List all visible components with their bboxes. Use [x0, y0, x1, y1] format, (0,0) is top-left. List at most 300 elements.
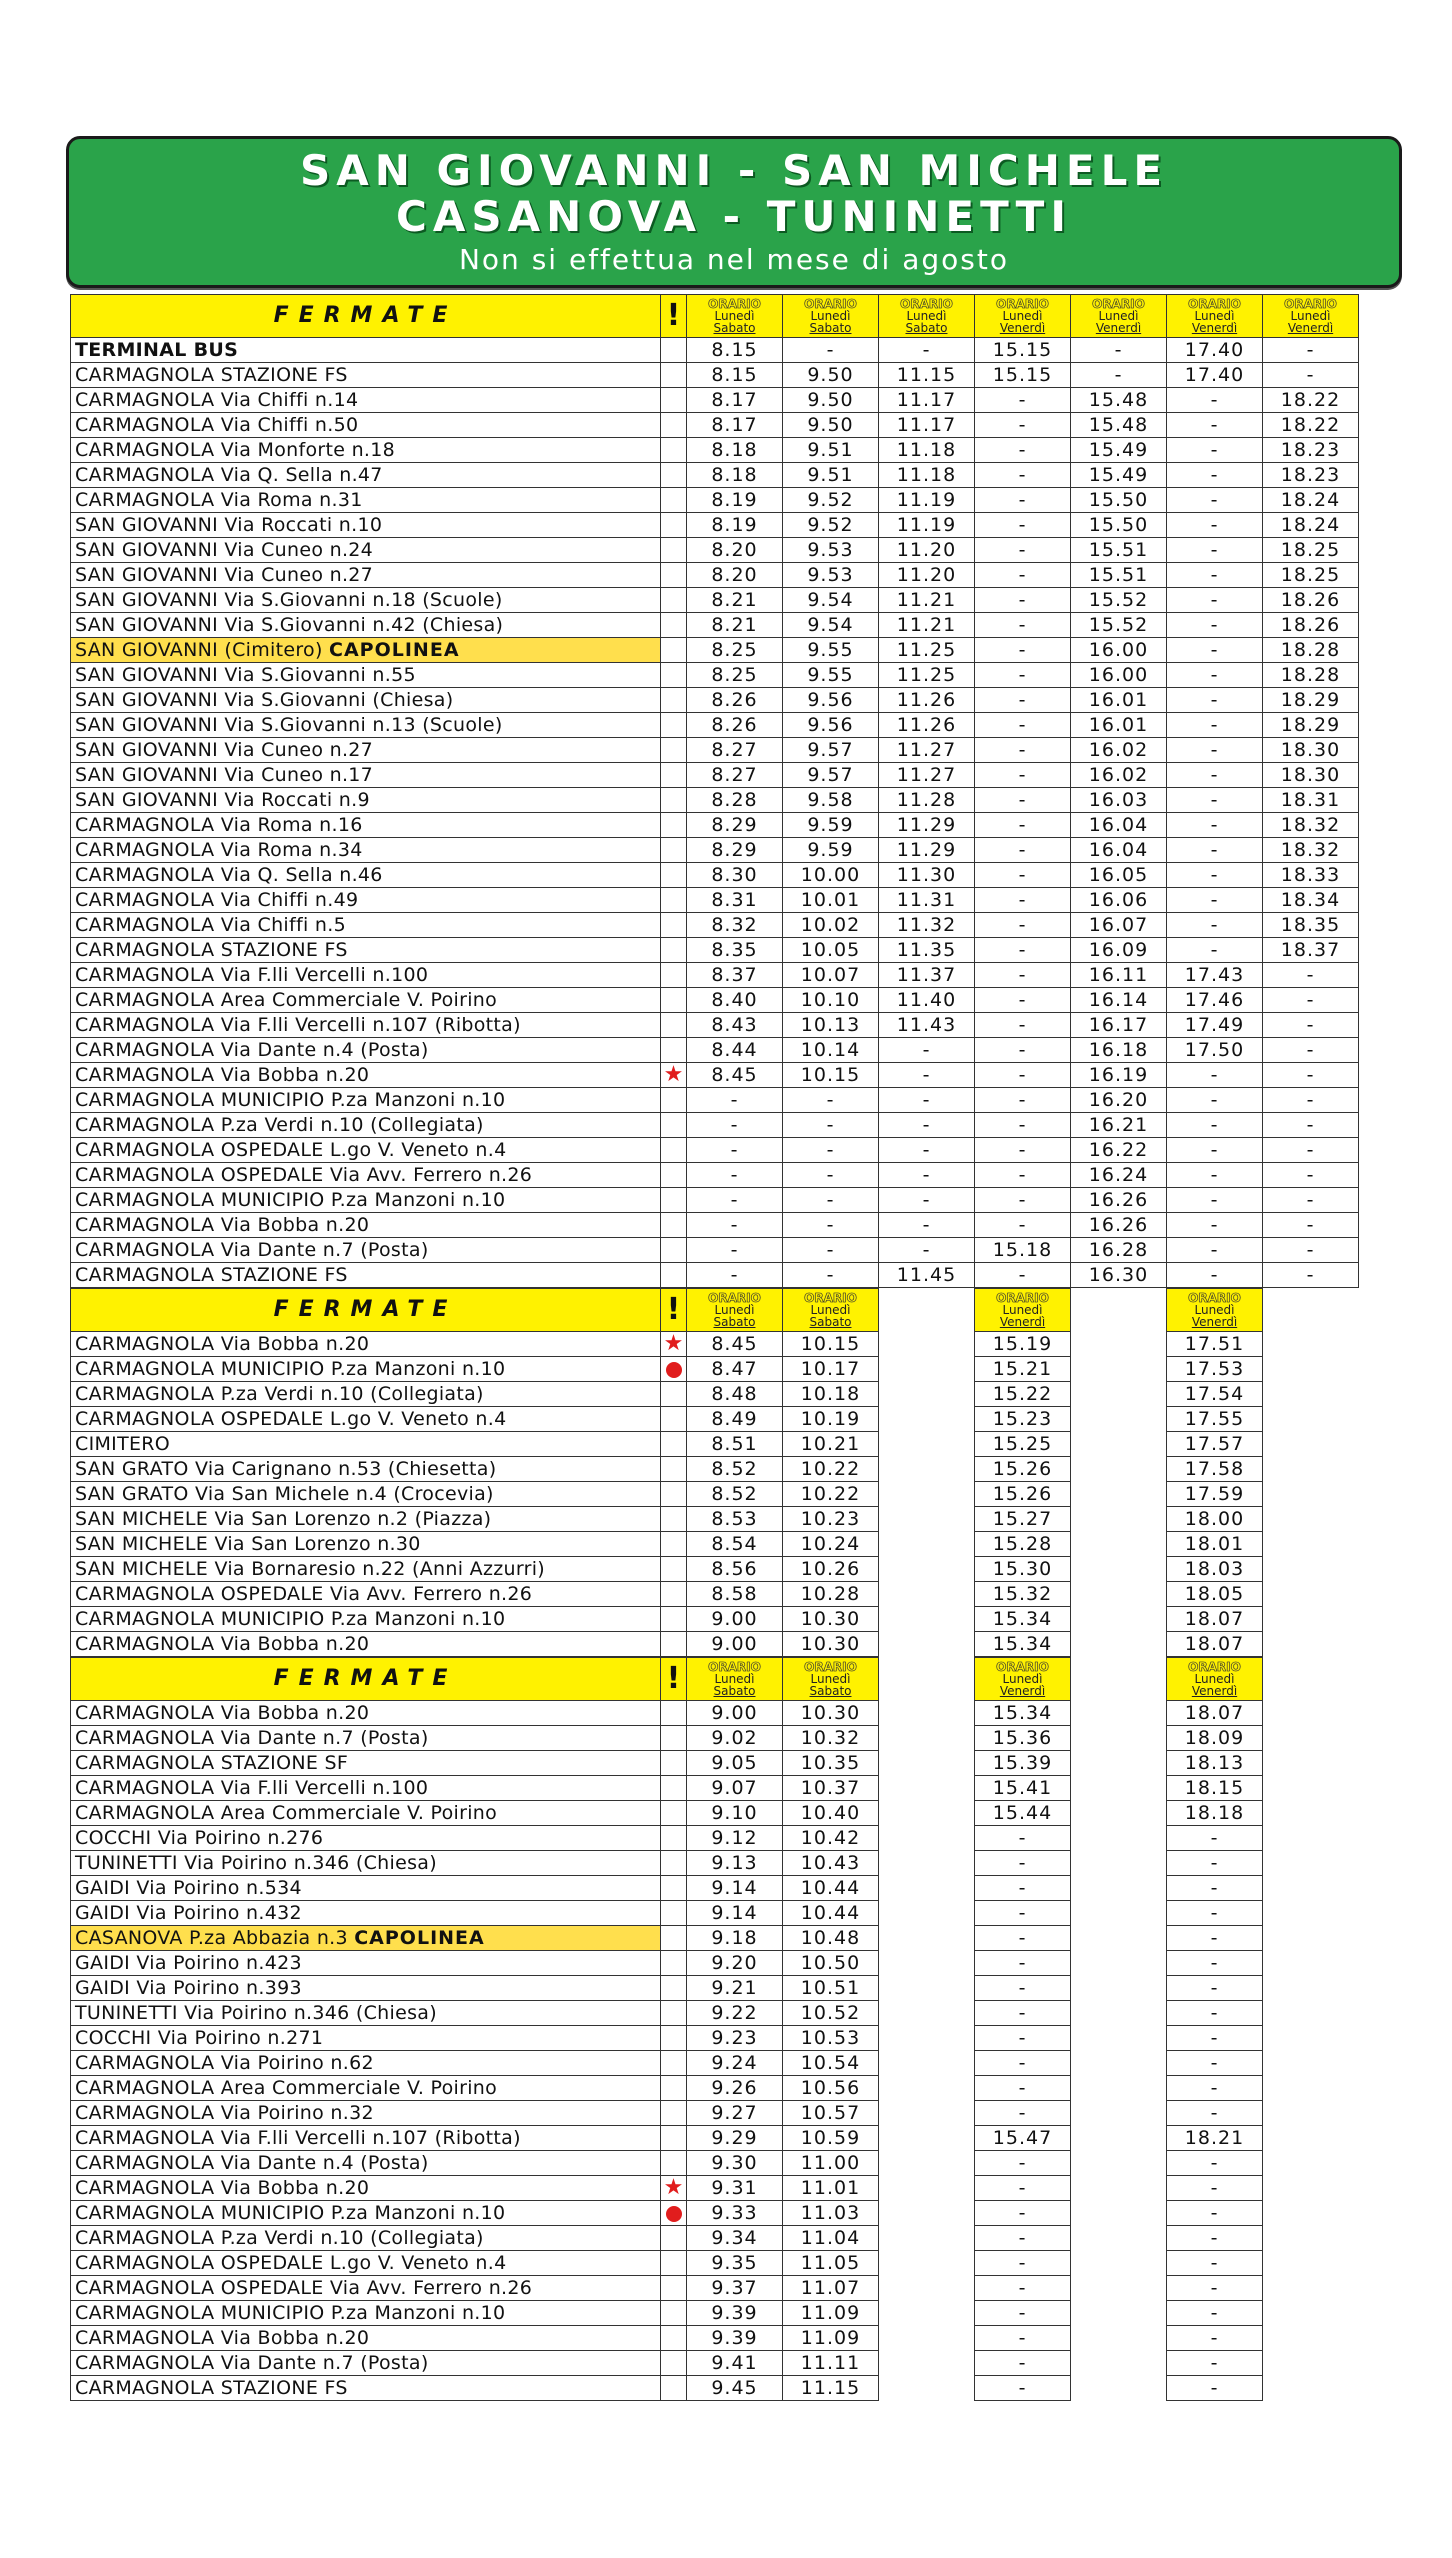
time-cell: 10.40 — [783, 1801, 879, 1826]
time-cell: 8.18 — [687, 463, 783, 488]
stop-label: CARMAGNOLA Via Bobba n.20 — [75, 1214, 370, 1236]
table-row — [71, 388, 1359, 413]
time-cell: 16.30 — [1071, 1263, 1167, 1288]
time-cell: - — [975, 2151, 1071, 2176]
time-cell: - — [1167, 838, 1263, 863]
time-cell: - — [975, 538, 1071, 563]
stop-name — [71, 1801, 661, 1826]
time-cell: - — [783, 1163, 879, 1188]
time-cell: - — [1167, 513, 1263, 538]
time-cell: - — [879, 1038, 975, 1063]
table-row — [71, 1901, 1263, 1926]
time-cell: 18.01 — [1167, 1532, 1263, 1557]
stop-label: CARMAGNOLA STAZIONE FS — [75, 939, 348, 961]
time-cell: - — [1071, 363, 1167, 388]
time-cell: - — [975, 813, 1071, 838]
table-row — [71, 2026, 1263, 2051]
route-subtitle: Non si effettua nel mese di agosto — [458, 243, 1009, 276]
stop-name — [71, 2051, 661, 2076]
time-cell: - — [975, 888, 1071, 913]
time-cell: 9.30 — [687, 2151, 783, 2176]
table-row — [71, 888, 1359, 913]
time-cell: - — [1167, 663, 1263, 688]
time-cell: 9.18 — [687, 1926, 783, 1951]
day-to-label: Venerdì — [1287, 321, 1334, 335]
time-cell: 15.48 — [1071, 413, 1167, 438]
empty-cell — [1071, 1701, 1167, 1726]
flag-cell — [661, 1901, 687, 1926]
time-cell: - — [1167, 2301, 1263, 2326]
stop-label: CIMITERO — [75, 1433, 171, 1455]
stop-name — [71, 2251, 661, 2276]
stop-label: CARMAGNOLA Via F.lli Vercelli n.100 — [75, 964, 429, 986]
stop-name — [71, 2326, 661, 2351]
time-cell: 15.41 — [975, 1776, 1071, 1801]
flag-cell — [661, 663, 687, 688]
empty-cell — [1071, 2151, 1167, 2176]
time-cell: - — [1167, 2201, 1263, 2226]
day-to-label: Sabato — [809, 1684, 852, 1698]
stop-label: SAN GIOVANNI Via Roccati n.9 — [75, 789, 370, 811]
time-cell: 15.47 — [975, 2126, 1071, 2151]
flag-cell — [661, 1482, 687, 1507]
stop-name — [71, 788, 661, 813]
timetable-header — [66, 136, 1402, 288]
time-cell: 11.01 — [783, 2176, 879, 2201]
empty-cell — [1071, 2051, 1167, 2076]
time-cell: 10.48 — [783, 1926, 879, 1951]
empty-cell — [879, 2326, 975, 2351]
orario-label: ORARIO — [804, 1660, 857, 1674]
time-cell: 16.26 — [1071, 1188, 1167, 1213]
day-from-label: Lunedì — [810, 1672, 851, 1686]
time-cell: - — [1167, 913, 1263, 938]
time-cell: 10.00 — [783, 863, 879, 888]
empty-cell — [1071, 1557, 1167, 1582]
flag-cell — [661, 1926, 687, 1951]
stop-label: CARMAGNOLA Via Bobba n.20 — [75, 2177, 370, 2199]
table-row — [71, 638, 1359, 663]
time-cell: 15.39 — [975, 1751, 1071, 1776]
stop-name — [71, 2301, 661, 2326]
time-cell: - — [783, 1088, 879, 1113]
time-cell: - — [1167, 688, 1263, 713]
time-cell: - — [1167, 2101, 1263, 2126]
time-cell: - — [1167, 863, 1263, 888]
flag-cell — [661, 1238, 687, 1263]
fermate-heading: FERMATE — [71, 1289, 661, 1332]
empty-cell — [1071, 2326, 1167, 2351]
empty-cell — [879, 1632, 975, 1657]
empty-cell — [1071, 1776, 1167, 1801]
orario-label: ORARIO — [996, 297, 1049, 311]
empty-cell — [879, 1701, 975, 1726]
stop-label: CARMAGNOLA STAZIONE FS — [75, 1264, 348, 1286]
time-cell: 11.35 — [879, 938, 975, 963]
time-cell: 11.28 — [879, 788, 975, 813]
time-cell: 10.52 — [783, 2001, 879, 2026]
table-row — [71, 1188, 1359, 1213]
time-cell: 8.26 — [687, 713, 783, 738]
time-cell: 18.25 — [1263, 538, 1359, 563]
time-cell: 16.00 — [1071, 663, 1167, 688]
time-cell: 11.04 — [783, 2226, 879, 2251]
stop-name — [71, 1926, 661, 1951]
stop-name — [71, 563, 661, 588]
time-cell: - — [1167, 1163, 1263, 1188]
time-cell: - — [975, 988, 1071, 1013]
time-cell: 10.23 — [783, 1507, 879, 1532]
column-header-2 — [879, 295, 975, 338]
time-cell: 9.52 — [783, 513, 879, 538]
time-cell: - — [1263, 1088, 1359, 1113]
time-cell: 10.17 — [783, 1357, 879, 1382]
time-cell: 15.34 — [975, 1607, 1071, 1632]
column-header-0 — [687, 295, 783, 338]
time-cell: 11.45 — [879, 1263, 975, 1288]
stop-label: CARMAGNOLA OSPEDALE L.go V. Veneto n.4 — [75, 1408, 507, 1430]
empty-cell — [1071, 1357, 1167, 1382]
stop-name — [71, 2176, 661, 2201]
empty-cell — [879, 1826, 975, 1851]
stop-name — [71, 613, 661, 638]
orario-label: ORARIO — [996, 1660, 1049, 1674]
stop-label: CARMAGNOLA Area Commerciale V. Poirino — [75, 1802, 498, 1824]
time-cell: 16.00 — [1071, 638, 1167, 663]
time-cell: - — [1167, 888, 1263, 913]
flag-cell — [661, 2301, 687, 2326]
time-cell: - — [975, 738, 1071, 763]
time-cell: - — [879, 1238, 975, 1263]
stop-label: SAN MICHELE Via San Lorenzo n.30 — [75, 1533, 421, 1555]
flag-cell — [661, 2101, 687, 2126]
empty-cell — [879, 1926, 975, 1951]
table-row — [71, 613, 1359, 638]
time-cell: - — [1167, 2226, 1263, 2251]
table-row — [71, 2251, 1263, 2276]
day-from-label: Lunedì — [714, 1303, 755, 1317]
orario-label: ORARIO — [1092, 297, 1145, 311]
empty-cell — [879, 1582, 975, 1607]
flag-cell — [661, 788, 687, 813]
time-cell: 9.54 — [783, 613, 879, 638]
time-cell: - — [975, 1113, 1071, 1138]
red-star-icon: ★ — [663, 2175, 684, 2200]
time-cell: 11.29 — [879, 813, 975, 838]
route-title-line-2: CASANOVA - TUNINETTI — [396, 192, 1072, 241]
flag-cell — [661, 938, 687, 963]
table-row — [71, 1951, 1263, 1976]
orario-label: ORARIO — [708, 1660, 761, 1674]
time-cell: 15.21 — [975, 1357, 1071, 1382]
time-cell: - — [1167, 2376, 1263, 2401]
table-row — [71, 1407, 1263, 1432]
stop-name — [71, 2076, 661, 2101]
time-cell: 8.20 — [687, 538, 783, 563]
time-cell: 10.10 — [783, 988, 879, 1013]
stop-name — [71, 913, 661, 938]
flag-cell — [661, 638, 687, 663]
time-cell: 18.07 — [1167, 1632, 1263, 1657]
empty-cell — [1071, 2276, 1167, 2301]
stop-label: CARMAGNOLA Via Bobba n.20 — [75, 1702, 370, 1724]
stop-label: SAN GRATO Via San Michele n.4 (Crocevia) — [75, 1483, 494, 1505]
time-cell: 10.59 — [783, 2126, 879, 2151]
time-cell: 10.26 — [783, 1557, 879, 1582]
time-cell: - — [1263, 1138, 1359, 1163]
time-cell: 9.58 — [783, 788, 879, 813]
empty-column-header — [879, 1289, 975, 1332]
time-cell: 18.09 — [1167, 1726, 1263, 1751]
stop-name — [71, 688, 661, 713]
table-row — [71, 1582, 1263, 1607]
stop-label: CARMAGNOLA P.za Verdi n.10 (Collegiata) — [75, 1383, 484, 1405]
time-cell: - — [1167, 1851, 1263, 1876]
time-cell: 8.20 — [687, 563, 783, 588]
time-cell: 16.14 — [1071, 988, 1167, 1013]
stop-name — [71, 888, 661, 913]
stop-name — [71, 513, 661, 538]
time-cell: - — [975, 1038, 1071, 1063]
time-cell: - — [1167, 813, 1263, 838]
time-cell: - — [975, 1901, 1071, 1926]
time-cell: - — [1167, 2276, 1263, 2301]
time-cell: 11.03 — [783, 2201, 879, 2226]
time-cell: 15.27 — [975, 1507, 1071, 1532]
orario-label: ORARIO — [900, 297, 953, 311]
time-cell: 15.51 — [1071, 563, 1167, 588]
flag-cell — [661, 388, 687, 413]
flag-cell — [661, 1013, 687, 1038]
time-cell: 16.05 — [1071, 863, 1167, 888]
table-row — [71, 1113, 1359, 1138]
empty-cell — [1071, 1926, 1167, 1951]
time-cell: 9.39 — [687, 2326, 783, 2351]
flag-cell — [661, 2276, 687, 2301]
time-cell: - — [975, 913, 1071, 938]
flag-cell — [661, 2176, 687, 2201]
time-cell: - — [975, 2001, 1071, 2026]
time-cell: - — [783, 1263, 879, 1288]
stop-name — [71, 638, 661, 663]
time-cell: 8.25 — [687, 663, 783, 688]
time-cell: - — [879, 338, 975, 363]
time-cell: - — [975, 638, 1071, 663]
time-cell: - — [975, 2076, 1071, 2101]
time-cell: 10.22 — [783, 1482, 879, 1507]
time-cell: 18.31 — [1263, 788, 1359, 813]
empty-cell — [879, 1357, 975, 1382]
flag-cell — [661, 538, 687, 563]
stop-name — [71, 1582, 661, 1607]
time-cell: 9.21 — [687, 1976, 783, 2001]
time-cell: - — [975, 2201, 1071, 2226]
flag-cell — [661, 813, 687, 838]
flag-cell — [661, 488, 687, 513]
empty-cell — [879, 2376, 975, 2401]
time-cell: - — [1263, 963, 1359, 988]
time-cell: 11.05 — [783, 2251, 879, 2276]
warning-icon: ! — [661, 1658, 687, 1701]
time-cell: 11.40 — [879, 988, 975, 1013]
stop-label: CARMAGNOLA Area Commerciale V. Poirino — [75, 989, 498, 1011]
time-cell: 18.28 — [1263, 663, 1359, 688]
flag-cell — [661, 613, 687, 638]
flag-cell — [661, 1851, 687, 1876]
time-cell: - — [1167, 413, 1263, 438]
flag-cell — [661, 2376, 687, 2401]
time-cell: - — [1167, 638, 1263, 663]
empty-cell — [879, 1776, 975, 1801]
time-cell: 9.00 — [687, 1607, 783, 1632]
time-cell: 9.29 — [687, 2126, 783, 2151]
time-cell: 11.17 — [879, 388, 975, 413]
empty-cell — [879, 1901, 975, 1926]
time-cell: - — [1167, 2351, 1263, 2376]
empty-cell — [1071, 1726, 1167, 1751]
table-row — [71, 2151, 1263, 2176]
empty-cell — [879, 1382, 975, 1407]
table-row — [71, 1382, 1263, 1407]
time-cell: - — [1167, 438, 1263, 463]
table-row — [71, 2301, 1263, 2326]
time-cell: 8.54 — [687, 1532, 783, 1557]
stop-name — [71, 663, 661, 688]
column-header-6 — [1263, 295, 1359, 338]
flag-cell — [661, 738, 687, 763]
time-cell: 11.11 — [783, 2351, 879, 2376]
time-cell: 15.30 — [975, 1557, 1071, 1582]
empty-cell — [1071, 1382, 1167, 1407]
stop-label: CARMAGNOLA Area Commerciale V. Poirino — [75, 2077, 498, 2099]
time-cell: - — [1167, 1826, 1263, 1851]
time-cell: 18.00 — [1167, 1507, 1263, 1532]
time-cell: 16.21 — [1071, 1113, 1167, 1138]
stop-name — [71, 938, 661, 963]
time-cell: 16.04 — [1071, 838, 1167, 863]
orario-label: ORARIO — [996, 1291, 1049, 1305]
stop-label: SAN GIOVANNI Via S.Giovanni n.55 — [75, 664, 416, 686]
time-cell: 9.55 — [783, 663, 879, 688]
stop-name — [71, 1901, 661, 1926]
warning-icon: ! — [661, 295, 687, 338]
stop-label: CARMAGNOLA Via Dante n.7 (Posta) — [75, 1727, 429, 1749]
time-cell: 8.45 — [687, 1063, 783, 1088]
time-cell: 10.44 — [783, 1901, 879, 1926]
stop-name — [71, 1238, 661, 1263]
time-cell: - — [1167, 1063, 1263, 1088]
flag-cell — [661, 1826, 687, 1851]
flag-cell — [661, 1432, 687, 1457]
time-cell: 18.24 — [1263, 513, 1359, 538]
time-cell: - — [783, 338, 879, 363]
time-cell: 17.49 — [1167, 1013, 1263, 1038]
empty-cell — [879, 1432, 975, 1457]
time-cell: 9.57 — [783, 738, 879, 763]
time-cell: 9.56 — [783, 713, 879, 738]
flag-cell — [661, 1976, 687, 2001]
time-cell: - — [1167, 2251, 1263, 2276]
day-from-label: Lunedì — [906, 309, 947, 323]
orario-label: ORARIO — [1188, 297, 1241, 311]
day-to-label: Venerdì — [1191, 1684, 1238, 1698]
time-cell: - — [975, 2351, 1071, 2376]
time-cell: - — [1167, 563, 1263, 588]
header-row — [71, 1289, 1263, 1332]
time-cell: - — [975, 2376, 1071, 2401]
time-cell: - — [879, 1213, 975, 1238]
capolinea-label: CAPOLINEA — [354, 1927, 485, 1949]
time-cell: 10.43 — [783, 1851, 879, 1876]
time-cell: 11.21 — [879, 588, 975, 613]
day-to-label: Venerdì — [1095, 321, 1142, 335]
stop-name — [71, 2351, 661, 2376]
time-cell: 9.52 — [783, 488, 879, 513]
time-cell: - — [975, 1213, 1071, 1238]
table-row — [71, 1213, 1359, 1238]
flag-cell — [661, 838, 687, 863]
time-cell: - — [975, 1013, 1071, 1038]
flag-cell — [661, 1163, 687, 1188]
time-cell: 10.37 — [783, 1776, 879, 1801]
time-cell: - — [1167, 588, 1263, 613]
empty-cell — [1071, 2201, 1167, 2226]
time-cell: - — [783, 1238, 879, 1263]
stop-label: SAN MICHELE Via Bornaresio n.22 (Anni Azzurri) — [75, 1558, 546, 1580]
time-cell: 9.51 — [783, 438, 879, 463]
time-cell: - — [783, 1188, 879, 1213]
time-cell: 10.15 — [783, 1332, 879, 1357]
time-cell: - — [1167, 1088, 1263, 1113]
time-cell: 16.01 — [1071, 713, 1167, 738]
red-dot-icon — [666, 2206, 682, 2222]
time-cell: - — [783, 1113, 879, 1138]
stop-name — [71, 1163, 661, 1188]
table-row — [71, 1607, 1263, 1632]
flag-cell — [661, 1213, 687, 1238]
time-cell: 9.41 — [687, 2351, 783, 2376]
time-cell: - — [1263, 1013, 1359, 1038]
stop-label: CARMAGNOLA Via Bobba n.20 — [75, 1633, 370, 1655]
stop-name — [71, 1432, 661, 1457]
time-cell: - — [1167, 1138, 1263, 1163]
time-cell: - — [1167, 1926, 1263, 1951]
time-cell: 9.14 — [687, 1876, 783, 1901]
flag-cell — [661, 1113, 687, 1138]
time-cell: 16.28 — [1071, 1238, 1167, 1263]
time-cell: - — [975, 1826, 1071, 1851]
time-cell: 10.51 — [783, 1976, 879, 2001]
empty-column-header — [1071, 1289, 1167, 1332]
time-cell: 15.19 — [975, 1332, 1071, 1357]
flag-cell — [661, 1038, 687, 1063]
time-cell: - — [975, 863, 1071, 888]
table-row — [71, 2126, 1263, 2151]
flag-cell — [661, 1726, 687, 1751]
stop-name — [71, 588, 661, 613]
table-row — [71, 1507, 1263, 1532]
time-cell: 11.31 — [879, 888, 975, 913]
day-from-label: Lunedì — [1098, 309, 1139, 323]
stop-label: CARMAGNOLA STAZIONE FS — [75, 2377, 348, 2399]
stop-label: CARMAGNOLA Via F.lli Vercelli n.107 (Ribotta) — [75, 1014, 521, 1036]
empty-cell — [879, 2201, 975, 2226]
time-cell: 15.52 — [1071, 613, 1167, 638]
table-row — [71, 1801, 1263, 1826]
time-cell: 8.51 — [687, 1432, 783, 1457]
time-cell: 16.11 — [1071, 963, 1167, 988]
stop-label: CARMAGNOLA Via Chiffi n.5 — [75, 914, 346, 936]
